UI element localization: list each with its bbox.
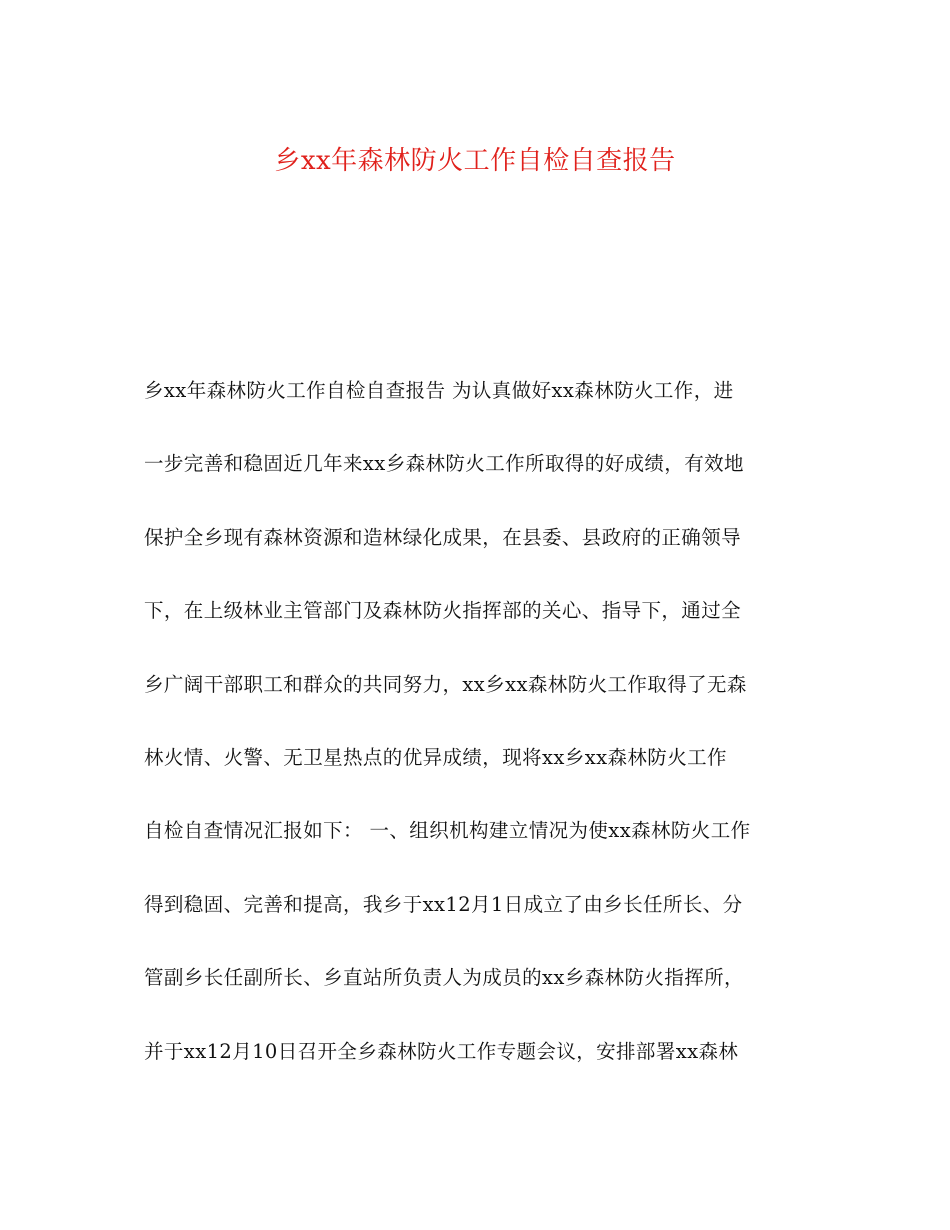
paragraph-line: 乡xx年森林防火工作自检自查报告 为认真做好xx森林防火工作，进 bbox=[144, 379, 734, 402]
document-title: 乡xx年森林防火工作自检自查报告 bbox=[274, 146, 676, 176]
document-body bbox=[144, 372, 824, 1106]
paragraph-line: 自检自查情况汇报如下： 一、组织机构建立情况为使xx森林防火工作 bbox=[144, 819, 751, 843]
paragraph-line: 一步完善和稳固近几年来xx乡森林防火工作所取得的好成绩，有效地 bbox=[144, 452, 744, 476]
paragraph-line: 乡广阔干部职工和群众的共同努力，xx乡xx森林防火工作取得了无森 bbox=[144, 672, 747, 696]
paragraph-line: 并于xx12月10日召开全乡森林防火工作专题会议，安排部署xx森林 bbox=[144, 1039, 739, 1063]
paragraph-line: 得到稳固、完善和提高，我乡于xx12月1日成立了由乡长任所长、分 bbox=[144, 892, 743, 916]
paragraph-line: 林火情、火警、无卫星热点的优异成绩，现将xx乡xx森林防火工作 bbox=[144, 745, 727, 769]
paragraph-line: 保护全乡现有森林资源和造林绿化成果，在县委、县政府的正确领导 bbox=[144, 525, 742, 549]
paragraph-line: 下，在上级林业主管部门及森林防火指挥部的关心、指导下，通过全 bbox=[144, 599, 742, 623]
paragraph-line: 管副乡长任副所长、乡直站所负责人为成员的xx乡森林防火指挥所， bbox=[144, 966, 744, 990]
